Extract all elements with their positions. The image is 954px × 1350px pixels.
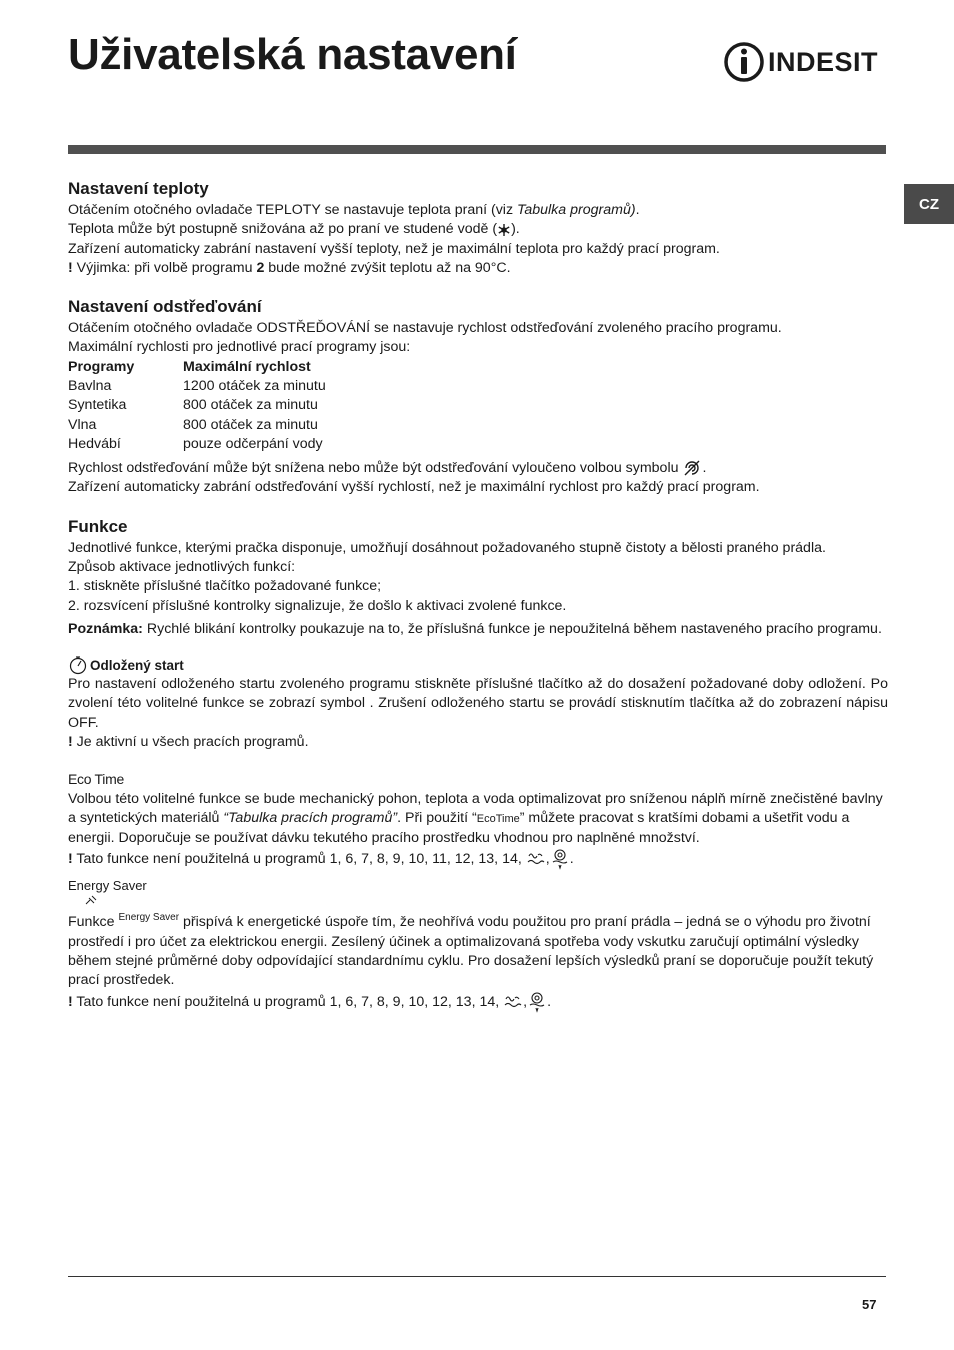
table-cell: pouze odčerpání vody <box>183 435 323 452</box>
paragraph: ! Tato funkce není použitelná u programů 1, 6, 7, 8, 9, 10, 11, 12, 13, 14, , . <box>68 848 888 870</box>
table-header: Programy <box>68 358 135 375</box>
brand-logo <box>724 40 878 84</box>
table-cell: Hedvábí <box>68 435 121 452</box>
paragraph: Volbou této volitelné funkce se bude mechanický pohon, teplota a voda optimalizovat pro sníženou náplň mírně znečistěné bavlny a syntetických materiálů “Tabulka pracích programů”. Při použití “EcoTime” můžete pracovat s kratšími dobami a ušetřit vodu a energii. Doporučuje se používat dávku tekutého pracího prostředku vhodnou pro naplněné množství. <box>68 790 883 847</box>
paragraph: Jednotlivé funkce, kterými pračka disponuje, umožňují dosáhnout požadovaného stupně čistoty a bělosti praného prádla. <box>68 539 826 556</box>
note: Poznámka: Rychlé blikání kontrolky poukazuje na to, že příslušná funkce je nepoužitelná během nastaveného pracího programu. <box>68 620 882 637</box>
section-functions <box>68 516 888 639</box>
paragraph: Maximální rychlosti pro jednotlivé prací programy jsou: <box>68 339 411 356</box>
main-content <box>68 178 888 1013</box>
table-cell: Bavlna <box>68 378 112 395</box>
paragraph: Zařízení automaticky zabrání odstřeďování vyšší rychlostí, než je maximální rychlost pro každý prací program. <box>68 479 760 496</box>
table-row <box>68 396 888 415</box>
silk-program-icon <box>550 848 570 870</box>
brand-name: INDESIT <box>768 46 879 77</box>
paragraph: ! Je aktivní u všech pracích programů. <box>68 733 309 750</box>
plug-icon <box>84 894 98 906</box>
wool-program-icon <box>526 850 546 868</box>
paragraph: Rychlost odstřeďování může být snížena nebo může být odstřeďování vyloučeno volbou symbolu . <box>68 458 888 478</box>
paragraph: Otáčením otočného ovladače ODSTŘEĎOVÁNÍ se nastavuje rychlost odstřeďování zvoleného pracího programu. <box>68 320 782 337</box>
spin-speed-table <box>68 358 888 454</box>
indesit-logo-icon <box>724 40 764 84</box>
paragraph: Způsob aktivace jednotlivých funkcí: <box>68 558 296 575</box>
language-tab: CZ <box>904 184 954 224</box>
section-heading: Nastavení teploty <box>68 179 209 198</box>
page-title: Uživatelská nastavení <box>68 30 517 79</box>
subsection-ecotime <box>68 770 888 870</box>
paragraph: Teplota může být postupně snižována až po praní ve studené vodě ( ). <box>68 221 520 238</box>
wool-program-icon <box>503 993 523 1011</box>
list-item: 2. rozsvícení příslušné kontrolky signalizuje, že došlo k aktivaci zvolené funkce. <box>68 597 567 614</box>
paragraph: Funkce $^{Energy Saver}$ přispívá k energetické úspoře tím, že neohřívá vodu použitou pro praní prádla – jedná se o výhodu pro životní prostředí i pro účet za elektrickou energii. Zesílený účinek a optimalizovaná spotřeba vody vskutku zaručují optimální výsledky během stejné průměrné doby odpovídající standardnímu cyklu. Pro dosažení lepších výsledků praní se doporučuje použít tekutý prací prostředek. <box>68 912 874 989</box>
paragraph: Pro nastavení odloženého startu zvoleného programu stiskněte příslušné tlačítko až do dosažení požadované doby odložení. Po zvolení této volitelné funkce se zobrazí symbol . Zrušení odloženého startu se provádí stisknutím tlačítka až do zobrazení nápisu OFF. <box>68 676 888 731</box>
header-divider <box>68 145 886 154</box>
silk-program-icon <box>527 991 547 1013</box>
list-item: 1. stiskněte příslušné tlačítko požadované funkce; <box>68 578 382 595</box>
table-cell: Syntetika <box>68 397 127 414</box>
paragraph: ! Výjimka: při volbě programu 2 bude možné zvýšit teplotu až na 90°C. <box>68 259 511 276</box>
energy-saver-label: Energy Saver <box>68 876 888 908</box>
ecotime-label: Eco Time <box>68 771 124 788</box>
table-row <box>68 435 888 454</box>
page-number: 57 <box>862 1297 877 1312</box>
table-cell: 800 otáček za minutu <box>183 416 318 433</box>
table-header-row <box>68 358 888 377</box>
spin-exclusion-icon <box>682 458 702 478</box>
subsection-energy-saver <box>68 876 888 1012</box>
section-heading: Nastavení odstřeďování <box>68 297 262 317</box>
table-cell: Vlna <box>68 416 97 433</box>
table-cell: 800 otáček za minutu <box>183 397 318 414</box>
table-header: Maximální rychlost <box>183 358 311 375</box>
section-temperature <box>68 178 888 278</box>
timer-icon <box>68 655 88 675</box>
subsection-delayed-start <box>68 655 888 752</box>
section-heading: Funkce <box>68 516 128 536</box>
paragraph: Zařízení automaticky zabrání nastavení vyšší teploty, než je maximální teplota pro každý prací program. <box>68 240 720 257</box>
table-row <box>68 416 888 435</box>
paragraph: Otáčením otočného ovladače TEPLOTY se nastavuje teplota praní (viz Tabulka programů). <box>68 202 640 218</box>
footer-divider <box>68 1276 886 1277</box>
table-cell: 1200 otáček za minutu <box>183 378 326 395</box>
subsection-heading: Odložený start <box>68 655 888 675</box>
snowflake-icon <box>497 223 511 237</box>
table-row <box>68 377 888 396</box>
section-spin <box>68 296 888 497</box>
paragraph: ! Tato funkce není použitelná u programů 1, 6, 7, 8, 9, 10, 12, 13, 14, , . <box>68 991 888 1013</box>
